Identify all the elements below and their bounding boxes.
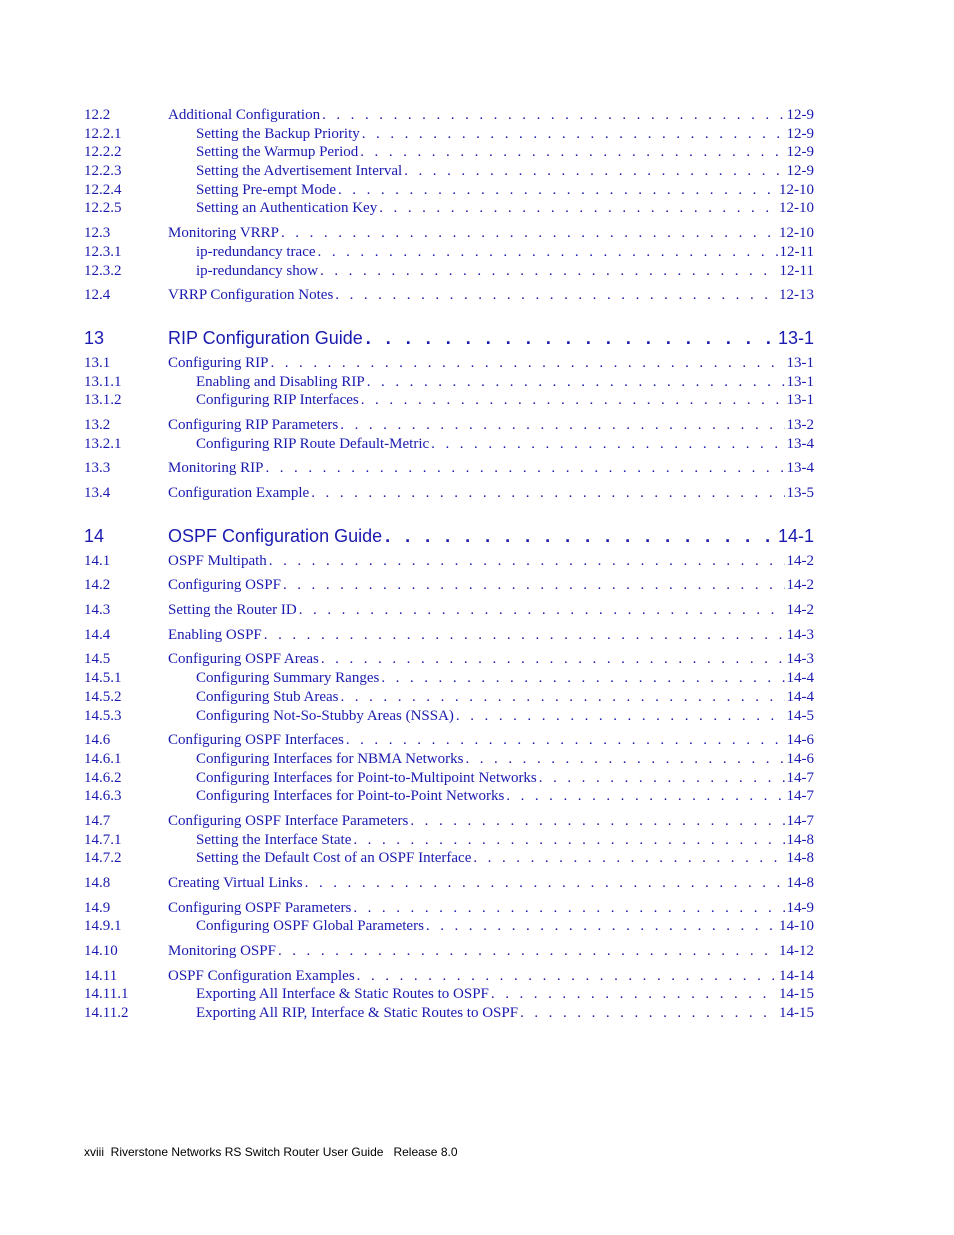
- section-number: 14.6.2: [84, 769, 122, 786]
- toc-subsection-entry[interactable]: [84, 917, 814, 936]
- page-number-link[interactable]: 13-4: [786, 435, 814, 452]
- page-number-link[interactable]: 14-8: [786, 875, 814, 891]
- section-number: 14.7.1: [84, 831, 122, 848]
- toc-subsection-entry[interactable]: [84, 849, 814, 868]
- section-number: 14.3: [84, 602, 111, 619]
- page-number-link[interactable]: 14-8: [786, 850, 814, 867]
- toc-section-entry[interactable]: [84, 899, 814, 918]
- page-footer: [84, 1145, 458, 1159]
- section-number: 12.4: [84, 287, 111, 304]
- section-title-link[interactable]: Setting the Default Cost of an OSPF Interface: [196, 850, 472, 867]
- page-number-link[interactable]: 12-9: [786, 144, 814, 161]
- section-title-link[interactable]: Configuring RIP Interfaces: [196, 392, 359, 409]
- section-number: 14.5.2: [84, 688, 122, 705]
- section-title-link[interactable]: ip-redundancy trace: [196, 243, 316, 260]
- dot-leader: [322, 106, 784, 125]
- page-number-link[interactable]: 12-11: [779, 243, 814, 260]
- dot-leader: [338, 181, 777, 200]
- section-title-link[interactable]: Configuring Stub Areas: [196, 688, 339, 705]
- toc-section-entry[interactable]: [84, 416, 814, 435]
- page-number-link[interactable]: 14-2: [786, 602, 814, 619]
- section-number: 12.2.3: [84, 163, 122, 180]
- page-number-link[interactable]: 12-9: [786, 125, 814, 142]
- toc-subsection-entry[interactable]: [84, 435, 814, 454]
- toc-section-entry[interactable]: [84, 459, 814, 478]
- section-title-link[interactable]: Creating Virtual Links: [168, 875, 303, 891]
- section-number: 13.4: [84, 485, 111, 501]
- section-title-link[interactable]: Configuring Summary Ranges: [196, 670, 380, 687]
- page-number-link[interactable]: 13-1: [786, 392, 814, 409]
- toc-section-entry[interactable]: [84, 354, 814, 373]
- section-number: 13.2: [84, 416, 111, 433]
- dot-leader: [320, 262, 777, 281]
- toc-section-entry[interactable]: [84, 601, 814, 620]
- page-number-link[interactable]: 12-9: [786, 163, 814, 180]
- page-number-link[interactable]: 14-9: [786, 899, 814, 916]
- dot-leader: [404, 162, 784, 181]
- toc-subsection-entry[interactable]: [84, 1004, 814, 1023]
- dot-leader: [360, 143, 784, 162]
- section-number: 12.3.2: [84, 262, 122, 279]
- toc-section-entry[interactable]: [84, 942, 814, 961]
- section-number: 12.2.1: [84, 125, 122, 142]
- dot-leader: [353, 831, 784, 850]
- page-number-link[interactable]: 14-6: [786, 732, 814, 749]
- page-number-link[interactable]: 14-8: [786, 831, 814, 848]
- toc-subsection-entry[interactable]: [84, 769, 814, 788]
- dot-leader: [456, 707, 785, 726]
- section-title-link[interactable]: Enabling and Disabling RIP: [196, 373, 365, 390]
- dot-leader: [379, 199, 777, 218]
- dot-leader: [385, 523, 775, 549]
- dot-leader: [473, 849, 784, 868]
- toc-subsection-entry[interactable]: [84, 831, 814, 850]
- toc-section-entry[interactable]: [84, 224, 814, 243]
- chapter-page-link[interactable]: 13-1: [777, 327, 814, 348]
- section-number: 12.2.2: [84, 144, 122, 161]
- dot-leader: [270, 354, 784, 373]
- section-number: 14.8: [84, 875, 111, 891]
- toc-section-entry[interactable]: [84, 626, 814, 645]
- section-number: 12.3.1: [84, 243, 122, 260]
- section-number: 14.5.1: [84, 670, 122, 687]
- section-title-link[interactable]: OSPF Multipath: [168, 552, 267, 569]
- toc-chapter-heading[interactable]: [84, 325, 814, 351]
- dot-leader: [465, 750, 784, 769]
- toc-subsection-entry[interactable]: [84, 707, 814, 726]
- section-title-link[interactable]: Configuring Interfaces for Point-to-Multipoint Networks: [196, 769, 537, 786]
- dot-leader: [520, 1004, 777, 1023]
- dot-leader: [431, 435, 784, 454]
- dot-leader: [367, 373, 785, 392]
- section-title-link[interactable]: Configuring Not-So-Stubby Areas (NSSA): [196, 707, 454, 724]
- dot-leader: [265, 459, 784, 478]
- section-title-link[interactable]: Setting Pre-empt Mode: [196, 181, 336, 198]
- page-number-link[interactable]: 13-5: [786, 485, 814, 501]
- dot-leader: [346, 731, 785, 750]
- section-number: 14.7.2: [84, 850, 122, 867]
- section-title-link[interactable]: ip-redundancy show: [196, 262, 319, 279]
- section-title-link[interactable]: Configuring OSPF Areas: [168, 651, 319, 668]
- toc-subsection-entry[interactable]: [84, 985, 814, 1004]
- section-number: 14.10: [84, 943, 118, 960]
- dot-leader: [299, 601, 785, 620]
- section-title-link[interactable]: Monitoring VRRP: [168, 225, 279, 242]
- dot-leader: [353, 899, 784, 918]
- page-number-link[interactable]: 14-4: [786, 688, 814, 705]
- dot-leader: [362, 125, 785, 144]
- toc-subsection-entry[interactable]: [84, 162, 814, 181]
- section-title-link[interactable]: Monitoring OSPF: [168, 943, 276, 960]
- footer-page-number: xviii: [84, 1145, 104, 1159]
- chapter-page-link[interactable]: 14-1: [777, 525, 814, 546]
- toc-section-entry[interactable]: [84, 576, 814, 595]
- page-number-link[interactable]: 13-1: [786, 354, 814, 371]
- section-number: 13.1: [84, 354, 111, 371]
- page-number-link[interactable]: 14-7: [786, 812, 814, 829]
- page-number-link[interactable]: 14-6: [786, 750, 814, 767]
- chapter-number: 14: [84, 525, 105, 546]
- page-number-link[interactable]: 12-9: [786, 107, 814, 123]
- page-number-link[interactable]: 14-10: [779, 918, 814, 935]
- chapter-title-link[interactable]: OSPF Configuration Guide: [168, 525, 383, 546]
- section-number: 14.11.1: [84, 986, 129, 1003]
- dot-leader: [281, 224, 777, 243]
- page-number-link[interactable]: 14-3: [786, 626, 814, 643]
- toc-chapter-heading[interactable]: [84, 523, 814, 549]
- section-number: 14.5: [84, 651, 111, 668]
- section-title-link[interactable]: Configuring OSPF Interfaces: [168, 732, 344, 749]
- section-number: 12.2.5: [84, 200, 122, 217]
- toc-subsection-entry[interactable]: [84, 669, 814, 688]
- dot-leader: [311, 484, 784, 503]
- section-title-link[interactable]: Setting the Warmup Period: [196, 144, 359, 161]
- toc-subsection-entry[interactable]: [84, 243, 814, 262]
- section-title-link[interactable]: Enabling OSPF: [168, 626, 262, 643]
- dot-leader: [283, 576, 785, 595]
- dot-leader: [305, 874, 785, 893]
- section-number: 14.1: [84, 552, 111, 569]
- section-title-link[interactable]: VRRP Configuration Notes: [168, 287, 334, 304]
- section-title-link[interactable]: Setting the Router ID: [168, 602, 297, 619]
- page-number-link[interactable]: 14-14: [779, 967, 814, 984]
- page-number-link[interactable]: 13-2: [786, 416, 814, 433]
- dot-leader: [340, 416, 784, 435]
- dot-leader: [426, 917, 777, 936]
- dot-leader: [321, 650, 785, 669]
- dot-leader: [269, 552, 785, 571]
- section-title-link[interactable]: Configuring OSPF Interface Parameters: [168, 812, 409, 829]
- page-number-link[interactable]: 14-5: [786, 707, 814, 724]
- section-number: 14.6: [84, 732, 111, 749]
- section-number: 14.5.3: [84, 707, 122, 724]
- section-number: 14.11.2: [84, 1005, 129, 1022]
- toc-section-entry[interactable]: [84, 106, 814, 125]
- section-title-link[interactable]: OSPF Configuration Examples: [168, 967, 355, 984]
- page-number-link[interactable]: 14-4: [786, 670, 814, 687]
- page-number-link[interactable]: 12-13: [779, 287, 814, 304]
- section-number: 13.1.1: [84, 373, 122, 390]
- toc-section-entry[interactable]: [84, 484, 814, 503]
- page-number-link[interactable]: 12-10: [779, 181, 814, 198]
- dot-leader: [539, 769, 785, 788]
- toc-subsection-entry[interactable]: [84, 787, 814, 806]
- dot-leader: [357, 967, 777, 986]
- section-title-link[interactable]: Additional Configuration: [168, 107, 321, 123]
- dot-leader: [278, 942, 777, 961]
- dot-leader: [264, 626, 785, 645]
- section-number: 13.2.1: [84, 435, 122, 452]
- toc-subsection-entry[interactable]: [84, 391, 814, 410]
- footer-release: Release 8.0: [393, 1145, 458, 1159]
- dot-leader: [335, 286, 777, 305]
- dot-leader: [491, 985, 777, 1004]
- toc-section-entry[interactable]: [84, 874, 814, 893]
- toc-subsection-entry[interactable]: [84, 143, 814, 162]
- toc-section-entry[interactable]: [84, 731, 814, 750]
- page-number-link[interactable]: 13-4: [786, 460, 814, 477]
- section-number: 14.6.1: [84, 750, 122, 767]
- toc-subsection-entry[interactable]: [84, 688, 814, 707]
- toc-section-entry[interactable]: [84, 967, 814, 986]
- section-title-link[interactable]: Configuring OSPF Parameters: [168, 899, 352, 916]
- section-number: 13.1.2: [84, 392, 122, 409]
- toc-section-entry[interactable]: [84, 650, 814, 669]
- chapter-number: 13: [84, 327, 105, 348]
- section-title-link[interactable]: Configuring OSPF Global Parameters: [196, 918, 424, 935]
- section-title-link[interactable]: Configuring RIP: [168, 354, 269, 371]
- toc-subsection-entry[interactable]: [84, 125, 814, 144]
- dot-leader: [341, 688, 785, 707]
- section-number: 14.11: [84, 967, 118, 984]
- dot-leader: [381, 669, 784, 688]
- toc-subsection-entry[interactable]: [84, 373, 814, 392]
- page-number-link[interactable]: 14-3: [786, 651, 814, 668]
- toc-section-entry[interactable]: [84, 812, 814, 831]
- section-title-link[interactable]: Configuration Example: [168, 485, 310, 501]
- section-number: 14.9.1: [84, 918, 122, 935]
- dot-leader: [361, 391, 785, 410]
- footer-book-title: Riverstone Networks RS Switch Router User Guide: [110, 1145, 384, 1159]
- page-number-link[interactable]: 14-7: [786, 769, 814, 786]
- section-title-link[interactable]: Exporting All Interface & Static Routes to OSPF: [196, 986, 489, 1003]
- section-number: 12.3: [84, 225, 111, 242]
- section-number: 14.2: [84, 577, 111, 594]
- page-number-link[interactable]: 14-15: [779, 986, 814, 1003]
- page-number-link[interactable]: 13-1: [786, 373, 814, 390]
- toc-section-entry[interactable]: [84, 552, 814, 571]
- dot-leader: [506, 787, 784, 806]
- section-title-link[interactable]: Exporting All RIP, Interface & Static Routes to OSPF: [196, 1005, 519, 1022]
- page-number-link[interactable]: 12-11: [779, 262, 814, 279]
- section-number: 14.4: [84, 626, 111, 643]
- section-title-link[interactable]: Configuring OSPF: [168, 577, 281, 594]
- toc-subsection-entry[interactable]: [84, 181, 814, 200]
- page-number-link[interactable]: 14-2: [786, 577, 814, 594]
- section-title-link[interactable]: Configuring RIP Route Default-Metric: [196, 435, 430, 452]
- table-of-contents: [84, 106, 814, 1023]
- section-title-link[interactable]: Monitoring RIP: [168, 460, 264, 477]
- toc-section-entry[interactable]: [84, 286, 814, 305]
- section-number: 13.3: [84, 460, 111, 477]
- dot-leader: [366, 325, 775, 351]
- chapter-title-link[interactable]: RIP Configuration Guide: [168, 327, 363, 348]
- dot-leader: [318, 243, 778, 262]
- toc-subsection-entry[interactable]: [84, 262, 814, 281]
- section-title-link[interactable]: Configuring RIP Parameters: [168, 416, 339, 433]
- section-title-link[interactable]: Setting the Advertisement Interval: [196, 163, 403, 180]
- page-number-link[interactable]: 12-10: [779, 225, 814, 242]
- section-title-link[interactable]: Setting the Backup Priority: [196, 125, 360, 142]
- page-number-link[interactable]: 14-2: [786, 552, 814, 569]
- page-number-link[interactable]: 14-12: [779, 943, 814, 960]
- section-number: 14.6.3: [84, 788, 122, 805]
- section-number: 12.2: [84, 107, 111, 123]
- section-number: 14.9: [84, 899, 111, 916]
- section-title-link[interactable]: Setting the Interface State: [196, 831, 352, 848]
- page-number-link[interactable]: 14-15: [779, 1005, 814, 1022]
- section-title-link[interactable]: Configuring Interfaces for Point-to-Point Networks: [196, 788, 505, 805]
- dot-leader: [410, 812, 784, 831]
- page-number-link[interactable]: 12-10: [779, 200, 814, 217]
- toc-subsection-entry[interactable]: [84, 750, 814, 769]
- section-title-link[interactable]: Setting an Authentication Key: [196, 200, 378, 217]
- section-title-link[interactable]: Configuring Interfaces for NBMA Networks: [196, 750, 464, 767]
- section-number: 14.7: [84, 812, 111, 829]
- page-number-link[interactable]: 14-7: [786, 788, 814, 805]
- section-number: 12.2.4: [84, 181, 122, 198]
- toc-subsection-entry[interactable]: [84, 199, 814, 218]
